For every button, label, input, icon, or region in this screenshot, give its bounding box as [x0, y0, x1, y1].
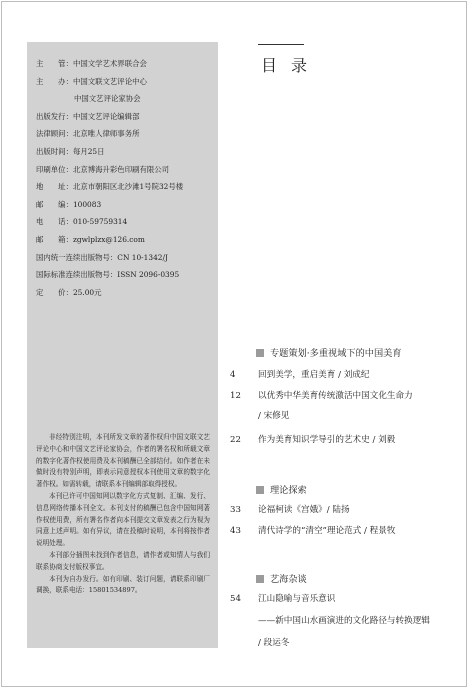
square-bullet-icon [256, 486, 264, 494]
section-heading [256, 571, 307, 585]
toc-entry[interactable] [230, 433, 395, 445]
toc-entry[interactable] [230, 389, 413, 401]
toc-entry[interactable] [230, 592, 335, 604]
page-number: 43 [230, 526, 241, 536]
entry-title: 作为美育知识学导引的艺术史 / 刘毅 [258, 435, 396, 445]
info-row: 主 办：中国文联文艺评论中心 [36, 76, 147, 86]
notice-paragraph: 本刊部分插图未找到作者信息，请作者或知情人与我们联系协商支付版权事宜。 [36, 550, 210, 571]
entry-title: 以优秀中华美育传统激活中国文化生命力 [258, 391, 413, 401]
toc-entry[interactable] [230, 503, 350, 515]
page-number: 22 [230, 435, 241, 445]
entry-title: 回到美学，重启美育 / 刘成纪 [258, 370, 370, 380]
info-row: 出版时间：每月25日 [36, 146, 105, 156]
page-number: 12 [230, 391, 241, 401]
page-number: 54 [230, 594, 241, 604]
section-title: 专题策划·多重视域下的中国美育 [270, 348, 402, 359]
info-row: 中国文艺评论家协会 [74, 94, 141, 104]
info-row: 国际标准连续出版物号：ISSN 2096-0395 [36, 270, 180, 280]
info-row: 电 话：010-59759314 [36, 217, 128, 227]
info-row: 国内统一连续出版物号：CN 10-1342/J [36, 252, 168, 262]
section-title: 理论探索 [270, 485, 307, 496]
notice-paragraph: 本刊为自办发行。如有印刷、装订问题，请联系印刷厂调换，联系电话：15801534897。 [36, 574, 210, 595]
notice-paragraph: 非经特别注明，本刊所发文章的著作权归中国文联文艺评论中心和中国文艺评论家协会，作者的署名权和所载文章的数字化著作权使用费及本刊稿酬已全部结付。如作者在未做时没有特别声明，即表示同意授权本刊使用文章的数字化著作权。如需转载，请联系本刊编辑部取得授权。 [36, 433, 210, 489]
entry-title: 论福柯读《宫娥》/ 陆扬 [258, 505, 350, 515]
copyright-notice [36, 432, 210, 597]
entry-author: / 宋修见 [258, 411, 290, 421]
section-heading [256, 482, 307, 496]
entry-title: 清代诗学的“清空”理论范式 / 程景牧 [258, 526, 396, 536]
entry-author: / 段运冬 [258, 638, 290, 648]
section-title: 艺海杂谈 [270, 574, 307, 585]
toc-entry[interactable] [230, 368, 369, 380]
toc-title: 目录 [261, 56, 322, 75]
square-bullet-icon [256, 349, 264, 357]
info-row: 定 价：25.00元 [36, 287, 102, 297]
info-row: 邮 箱：zgwlplzx@126.com [36, 234, 145, 244]
info-row: 法律顾问：北京唯人律师事务所 [36, 129, 140, 139]
title-rule [258, 44, 304, 45]
square-bullet-icon [256, 575, 264, 583]
page-number: 4 [230, 370, 236, 380]
section-heading [256, 345, 402, 359]
info-row: 地 址：北京市朝阳区北沙滩1号院32号楼 [36, 182, 184, 192]
info-row: 出版发行：中国文艺评论编辑部 [36, 111, 140, 121]
toc-entry[interactable] [230, 524, 395, 536]
page-number: 33 [230, 505, 241, 515]
info-row: 印刷单位：北京博海升彩色印刷有限公司 [36, 164, 170, 174]
publication-info [36, 57, 183, 303]
notice-paragraph: 本刊已许可中国知网以数字化方式复制、汇编、发行、信息网络传播本刊全文。本刊支付的稿酬已包含中国知网著作权使用费，所有署名作者向本刊提交文章发表之行为视为同意上述声明。如有异议，请在投稿时说明，本刊将按作者说明处理。 [36, 491, 210, 548]
entry-title: 江山隐喻与音乐意识 [258, 594, 336, 604]
info-row: 主 管：中国文学艺术界联合会 [36, 59, 147, 68]
info-row: 邮 编：100083 [36, 199, 102, 209]
entry-subtitle: ——新中国山水画演进的文化路径与转换逻辑 [258, 616, 430, 626]
